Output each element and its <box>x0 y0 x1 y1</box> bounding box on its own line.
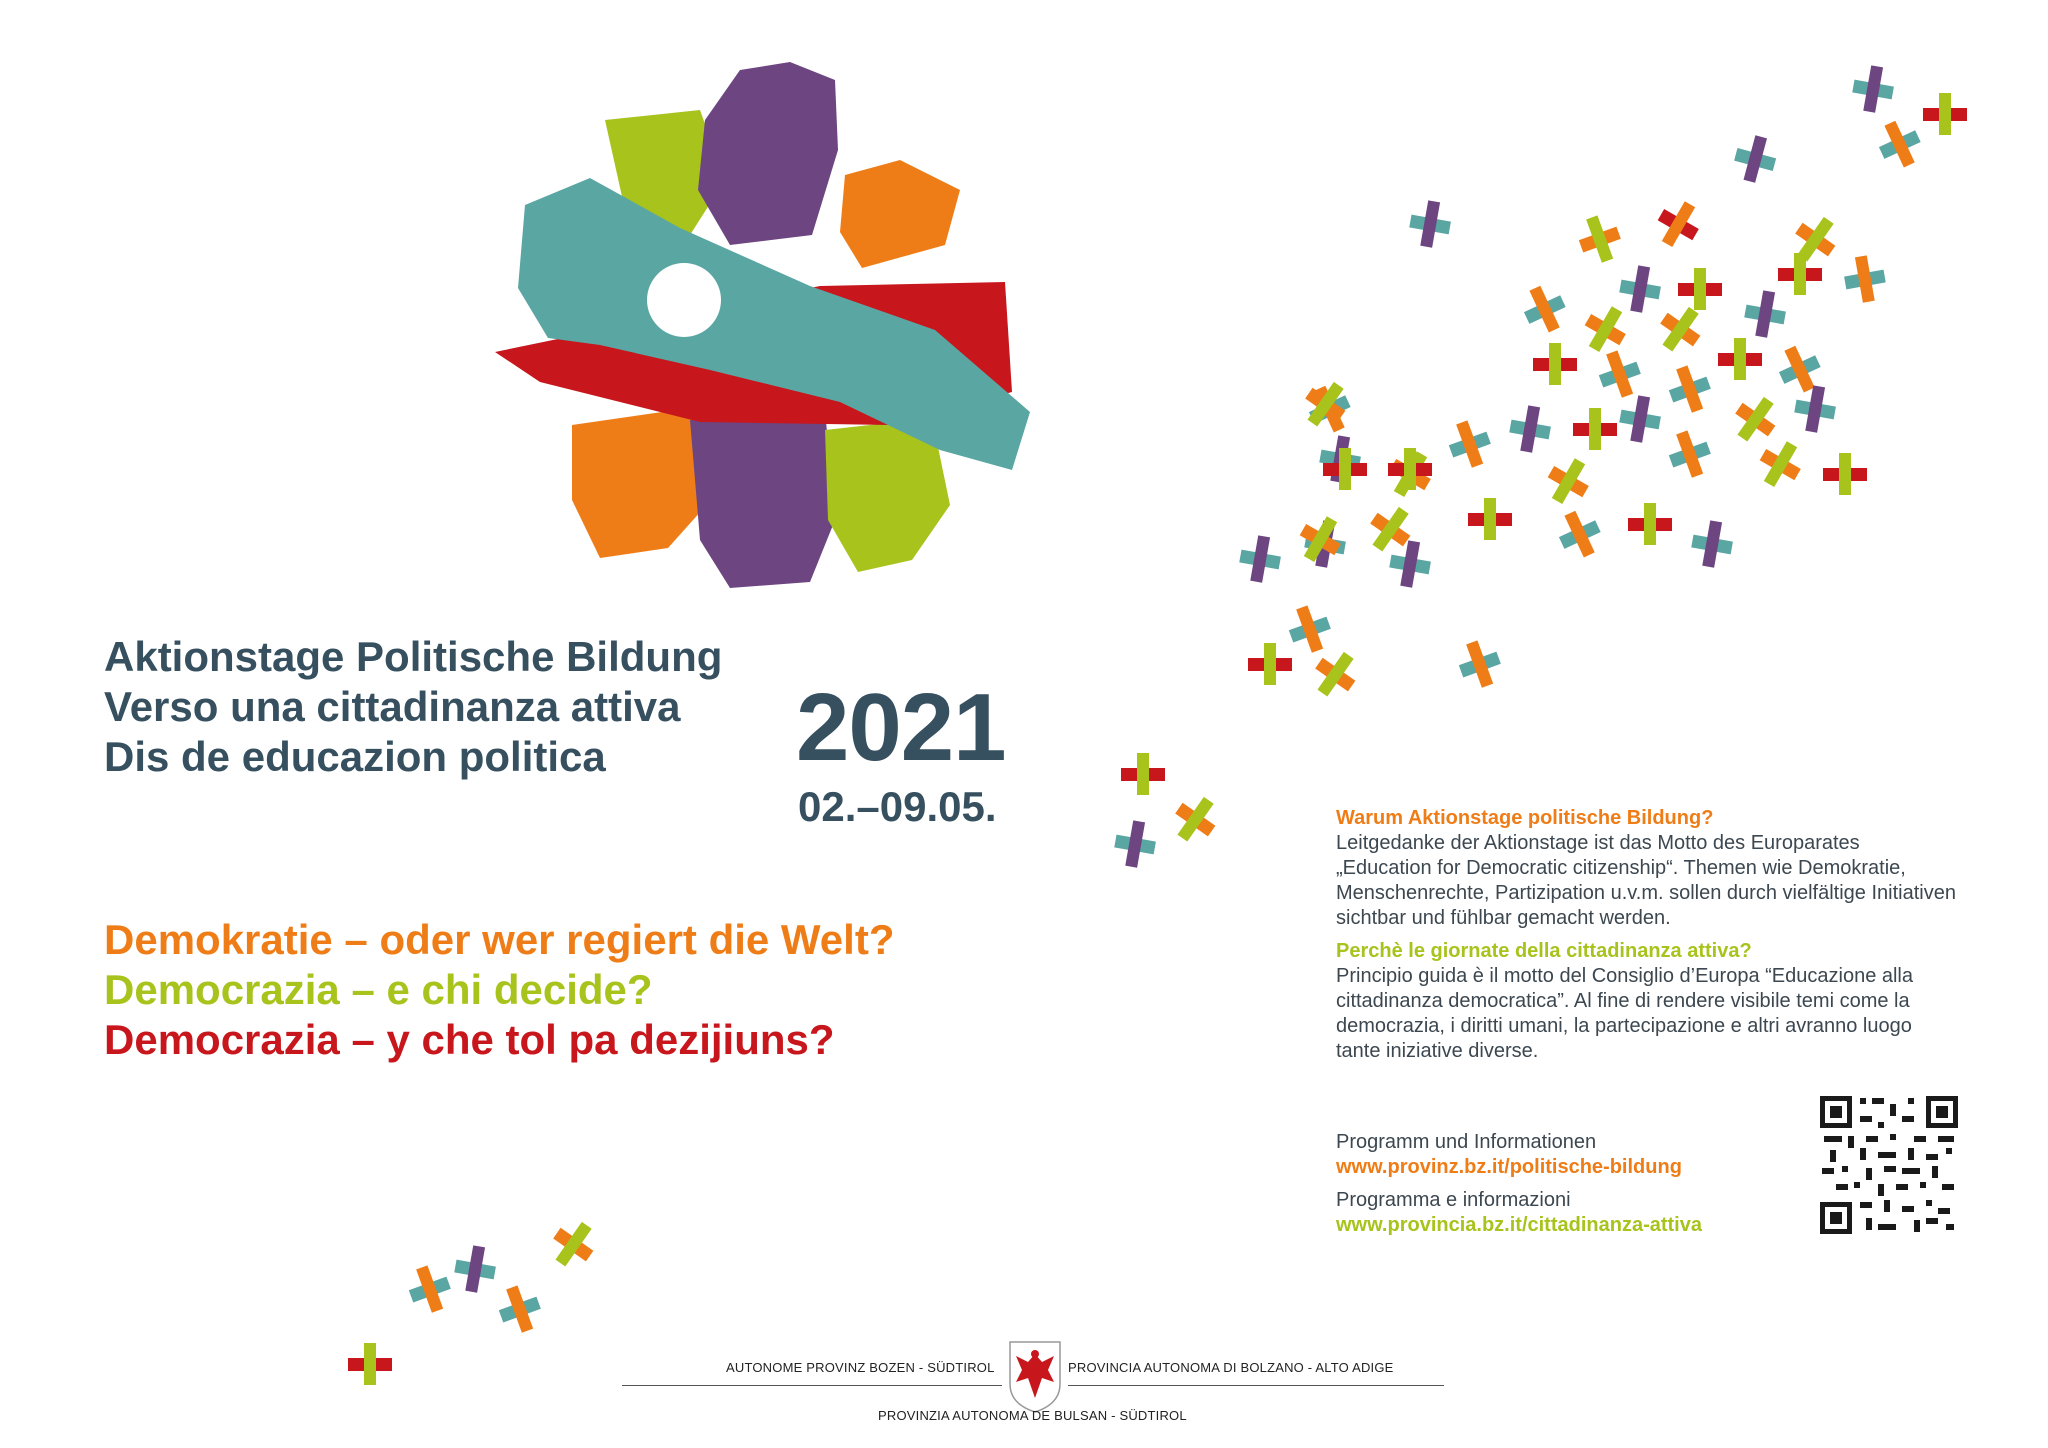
slogans <box>104 915 894 1065</box>
small-mark <box>451 1243 498 1295</box>
small-mark <box>1236 533 1283 585</box>
small-mark <box>1741 288 1788 340</box>
small-mark <box>1791 383 1838 435</box>
small-mark <box>1650 194 1708 254</box>
flower-petal-orange-bottom <box>572 408 702 558</box>
small-mark <box>1573 408 1617 450</box>
small-mark <box>1688 518 1735 570</box>
info-text-de: Leitgedanke der Aktionstage ist das Motto des Europarates „Education for Democratic citizenship“. Themen wie Demokratie, Menschenrechte, Partizipation u.v.m. sollen durch vielfältige Initiativen sichtbar und fühlbar gemacht werden. <box>1336 832 1956 929</box>
footer-rule-right <box>1068 1385 1444 1386</box>
small-mark <box>1628 503 1672 545</box>
small-mark <box>1552 505 1608 564</box>
small-mark <box>1678 268 1722 310</box>
program-label-de: Programm und Informationen <box>1336 1131 1597 1153</box>
program-links <box>1336 1130 1702 1246</box>
info-question-de: Warum Aktionstage politische Bildung? <box>1336 807 1714 829</box>
slogan-it: Democrazia – e chi decide? <box>104 966 653 1013</box>
slogan-de: Demokratie – oder wer regiert die Welt? <box>104 916 895 963</box>
info-text-it: Principio guida è il motto del Consiglio d’Europa “Educazione alla cittadinanza democratica”. Al fine di rendere visibile temi come la democrazia, i diritti umani, la partecipazione e altri avranno luogo tante iniziative diverse. <box>1336 965 1914 1062</box>
footer-text-lad: PROVINZIA AUTONOMA DE BULSAN - SÜDTIROL <box>878 1408 1187 1423</box>
flower-petal-purple-top <box>698 62 838 245</box>
title-line-de: Aktionstage Politische Bildung <box>104 633 723 680</box>
flower-petal-purple-bottom <box>690 410 835 588</box>
small-mark <box>1468 498 1512 540</box>
small-mark <box>1533 343 1577 385</box>
program-link-it[interactable]: www.provincia.bz.it/cittadinanza-attiva <box>1336 1214 1702 1236</box>
small-mark <box>1386 538 1433 590</box>
title-line-lad: Dis de educazion politica <box>104 733 606 780</box>
small-mark <box>1616 393 1663 445</box>
small-mark <box>1593 346 1646 403</box>
event-title <box>104 632 722 782</box>
small-mark <box>1841 253 1888 305</box>
event-year: 2021 <box>796 674 1006 781</box>
small-mark <box>1306 644 1365 705</box>
small-mark <box>1248 643 1292 685</box>
small-mark <box>1517 280 1573 339</box>
small-mark <box>1540 451 1598 511</box>
title-line-it: Verso una cittadinanza attiva <box>104 683 681 730</box>
program-link-de[interactable]: www.provinz.bz.it/politische-bildung <box>1336 1156 1682 1178</box>
small-mark <box>1616 263 1663 315</box>
small-mark <box>1406 198 1453 250</box>
footer-text-de: AUTONOME PROVINZ BOZEN - SÜDTIROL <box>726 1360 995 1375</box>
program-label-it: Programma e informazioni <box>1336 1189 1571 1211</box>
coat-of-arms-icon <box>1010 1342 1060 1412</box>
small-mark <box>1663 426 1716 483</box>
slogan-lad: Democrazia – y che tol pa dezijiuns? <box>104 1016 835 1063</box>
small-mark <box>403 1261 456 1318</box>
small-mark <box>1121 753 1165 795</box>
small-mark <box>1506 403 1553 455</box>
info-block <box>1336 806 1956 1072</box>
small-mark <box>1872 115 1928 174</box>
small-mark <box>1726 389 1785 450</box>
footer-text-it: PROVINCIA AUTONOMA DI BOLZANO - ALTO ADIGE <box>1068 1360 1394 1375</box>
small-mark <box>348 1343 392 1385</box>
small-mark <box>1166 789 1225 850</box>
small-mark <box>1778 253 1822 295</box>
small-mark <box>1923 93 1967 135</box>
small-mark <box>544 1214 603 1275</box>
small-mark <box>1443 416 1496 473</box>
small-mark <box>1663 361 1716 418</box>
flower-logo <box>495 62 1030 588</box>
small-mark <box>1849 63 1896 115</box>
event-dates: 02.–09.05. <box>798 783 997 830</box>
small-mark <box>1111 818 1158 870</box>
small-mark <box>1752 434 1810 494</box>
flower-center <box>647 263 721 337</box>
small-mark <box>1453 636 1506 693</box>
footer-rule-left <box>622 1385 1002 1386</box>
small-mark <box>1577 299 1635 359</box>
small-mark <box>1730 132 1781 187</box>
small-mark <box>1823 453 1867 495</box>
qr-code <box>1820 1096 1958 1234</box>
small-mark <box>1573 211 1626 268</box>
flower-petal-orange-top <box>840 160 960 268</box>
small-mark <box>1718 338 1762 380</box>
small-mark <box>493 1281 546 1338</box>
small-mark <box>1283 601 1336 658</box>
info-question-it: Perchè le giornate della cittadinanza attiva? <box>1336 940 1752 962</box>
